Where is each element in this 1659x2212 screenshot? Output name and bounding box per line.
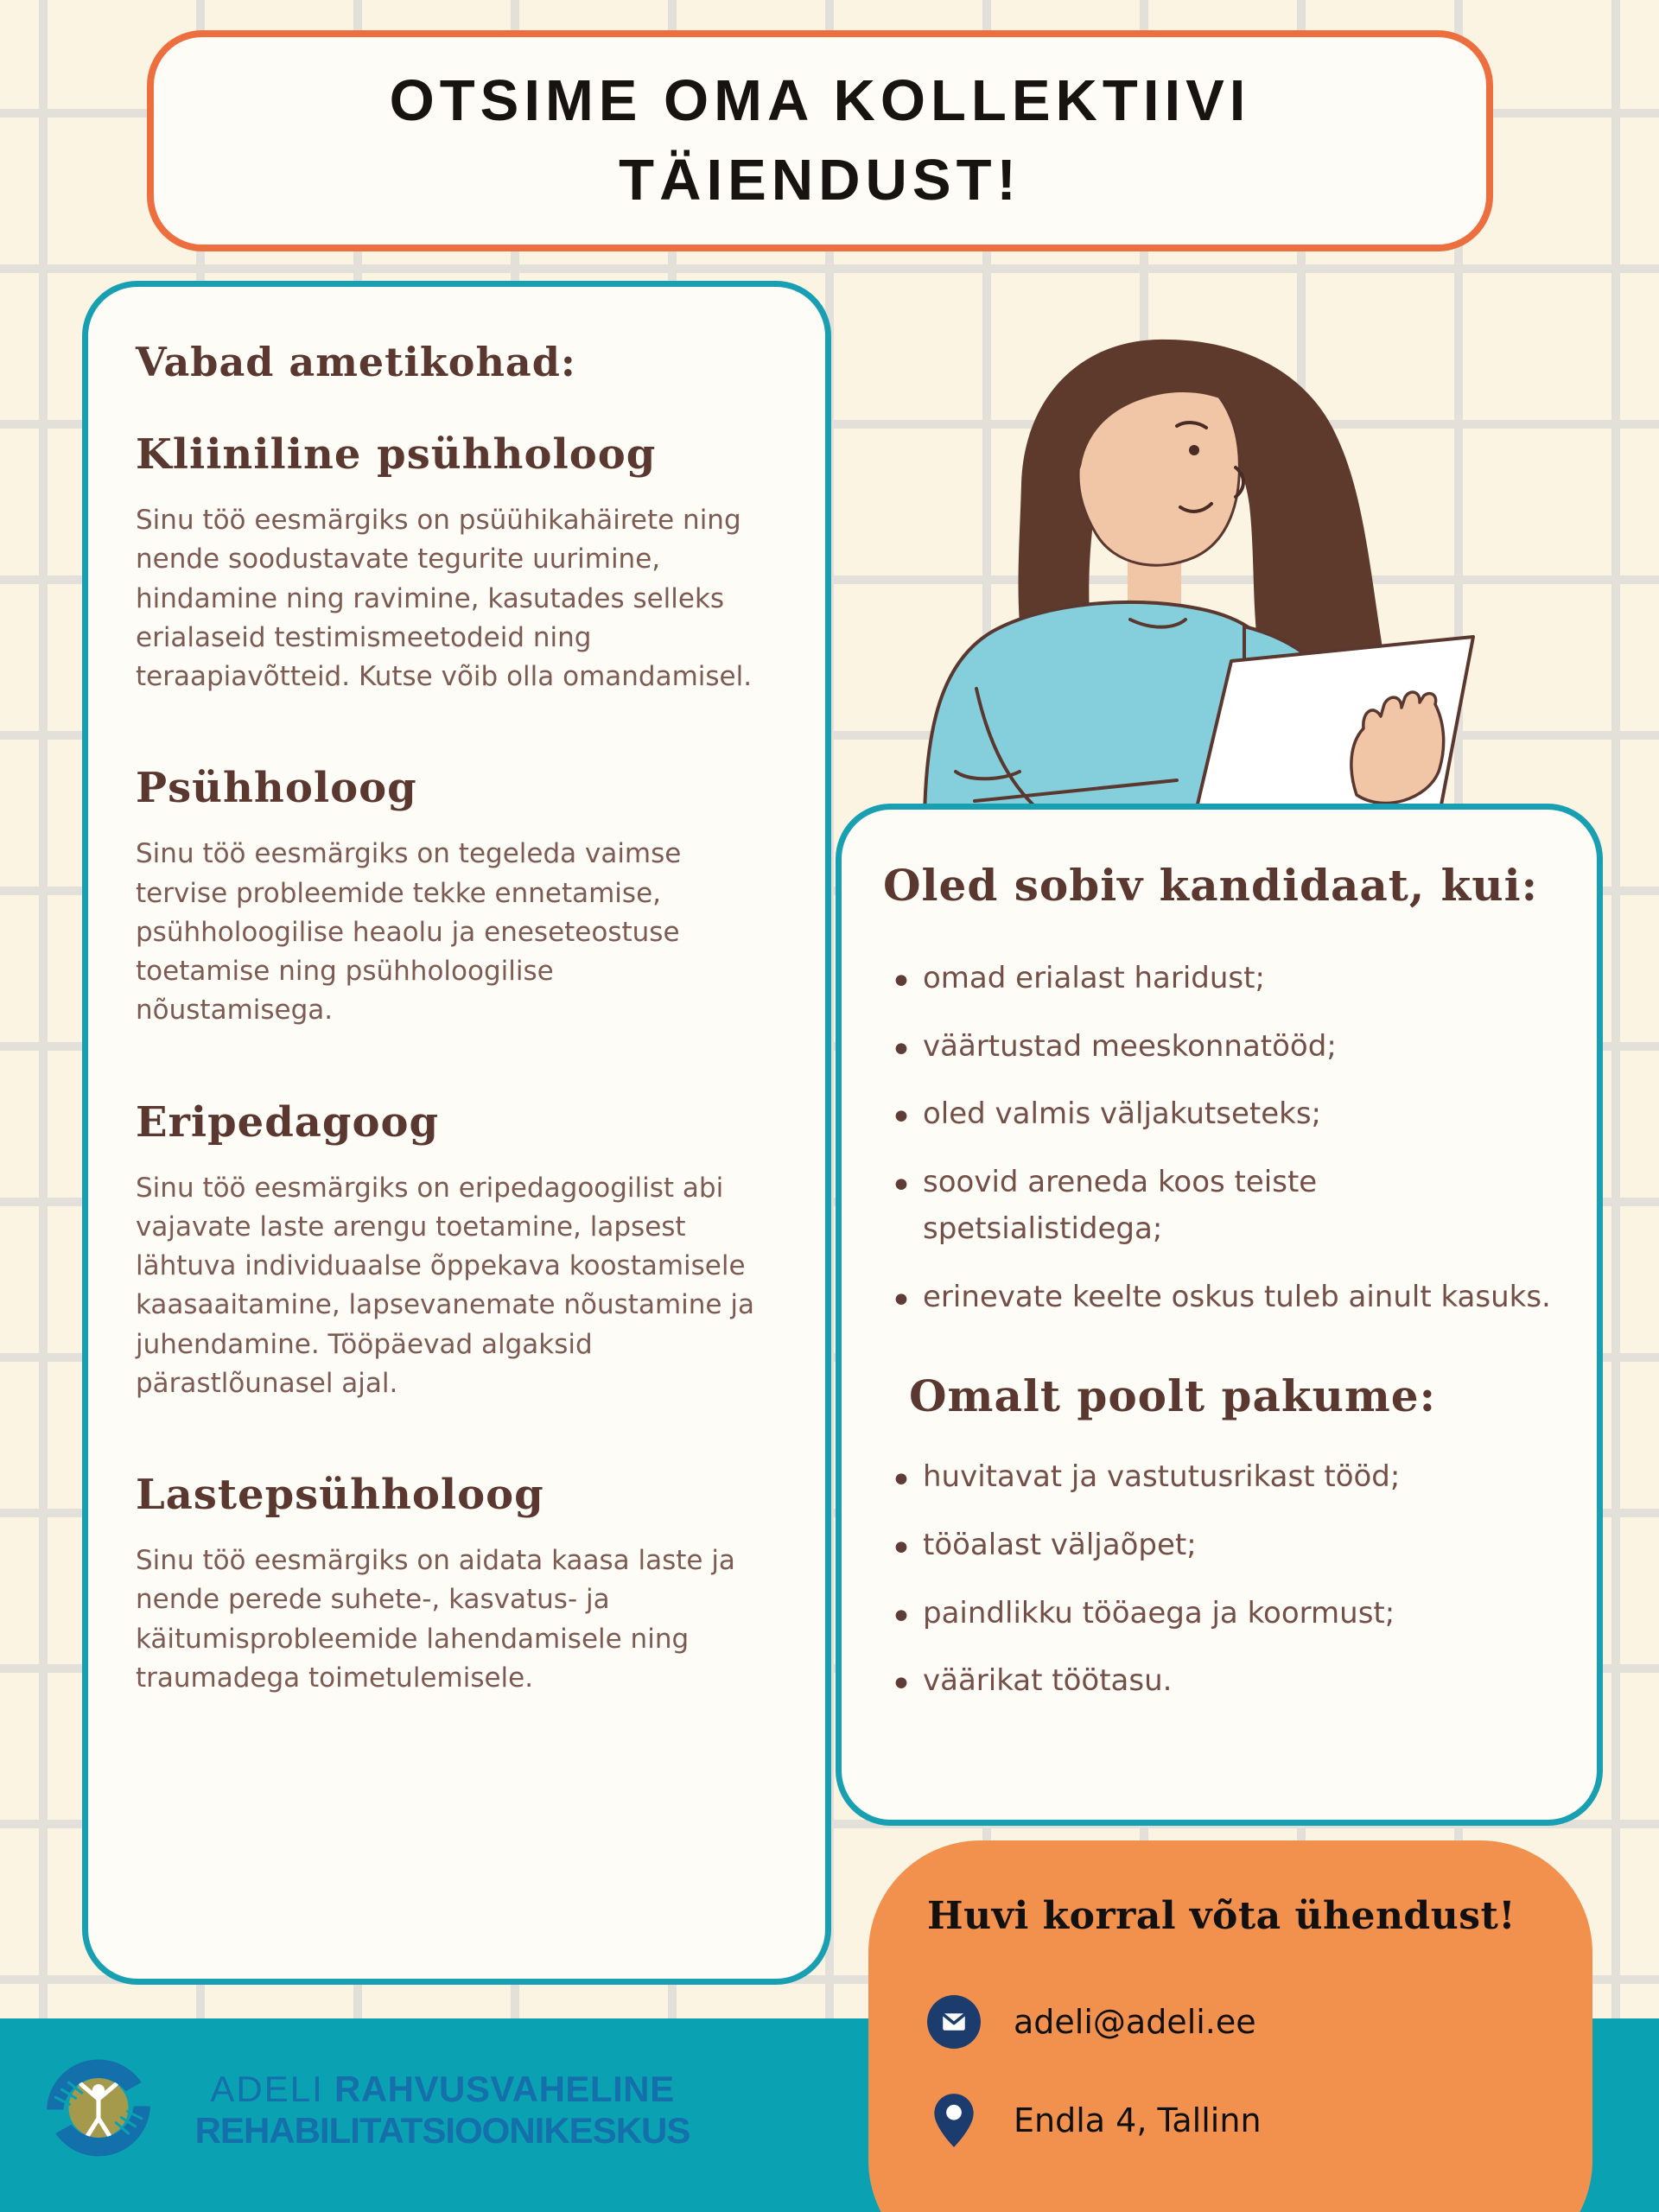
candidate-heading: Oled sobiv kandidaat, kui: bbox=[883, 860, 1539, 911]
logo-brand: ADELI bbox=[210, 2069, 324, 2109]
job-description: Sinu töö eesmärgiks on psüühikahäirete ning nende soodustavate tegurite uurimine, hindamine ning ravimine, kasutades selleks erialaseid testimismeetodeid ning teraapiavõtteid. Kutse võib olla omandamisel. bbox=[136, 505, 753, 692]
job-description: Sinu töö eesmärgiks on tegeleda vaimse tervise probleemide tekke ennetamise, psühholoogilise heaolu ja eneseteostuse toetamise ning psühholoogilise nõustamisega. bbox=[136, 838, 682, 1027]
woman-reading-illustration bbox=[873, 298, 1547, 817]
list-item: • paindlikku tööaega ja koormust; bbox=[883, 1591, 1560, 1637]
logo-line1-bold: RAHVUSVAHELINE bbox=[334, 2069, 675, 2109]
vacancies-heading: Vabad ametikohad: bbox=[136, 339, 576, 385]
list-item: • väärtustad meeskonnatööd; bbox=[883, 1024, 1560, 1071]
list-item: • omad erialast haridust; bbox=[883, 956, 1560, 1002]
poster-title-line1: OTSIME OMA KOLLEKTIIVI bbox=[389, 67, 1251, 133]
logo-text bbox=[166, 2069, 719, 2152]
job-description: Sinu töö eesmärgiks on eripedagoogilist abi vajavate laste arengu toetamine, lapsest lähtuva individuaalse õppekava koostamisele kaasaaitamine, lapsevanemate nõustamine ja juhendamine. Tööpäevad algaksid pärastlõunasel ajal. bbox=[136, 1172, 754, 1399]
offer-heading: Omalt poolt pakume: bbox=[909, 1370, 1437, 1422]
candidate-panel bbox=[836, 804, 1603, 1826]
poster-title-line2: TÄIENDUST! bbox=[619, 148, 1021, 213]
job-eripedagoog bbox=[136, 1098, 782, 1404]
job-kliiniline-psuhholoog bbox=[136, 430, 782, 696]
offer-list bbox=[883, 1454, 1560, 1705]
logo-line-1 bbox=[166, 2069, 719, 2110]
list-item: • soovid areneda koos teiste spetsialistidega; bbox=[883, 1160, 1560, 1252]
job-title: Lastepsühholoog bbox=[136, 1471, 544, 1519]
title-banner bbox=[147, 30, 1493, 251]
contact-box bbox=[868, 1840, 1592, 2212]
contact-address-row bbox=[927, 2092, 1541, 2149]
vacancies-panel bbox=[82, 281, 831, 1985]
location-pin-icon bbox=[927, 2092, 981, 2149]
job-description: Sinu töö eesmärgiks on aidata kaasa laste ja nende perede suhete-, kasvatus- ja käitumisprobleemide lahendamisele ning traumadega toimetulemisele. bbox=[136, 1545, 735, 1694]
job-title: Kliiniline psühholoog bbox=[136, 430, 657, 479]
candidate-list bbox=[883, 956, 1560, 1320]
contact-heading: Huvi korral võta ühendust! bbox=[927, 1894, 1516, 1938]
contact-address: Endla 4, Tallinn bbox=[1014, 2101, 1262, 2139]
job-title: Eripedagoog bbox=[136, 1097, 440, 1147]
job-psuhholoog bbox=[136, 764, 782, 1030]
job-lastepsuhholoog bbox=[136, 1471, 782, 1698]
contact-email-row[interactable] bbox=[927, 1995, 1541, 2049]
list-item: • tööalast väljaõpet; bbox=[883, 1522, 1560, 1569]
adeli-hands-logo-icon bbox=[41, 2053, 156, 2164]
envelope-icon bbox=[927, 1995, 981, 2049]
job-title: Psühholoog bbox=[136, 764, 417, 813]
list-item: • erinevate keelte oskus tuleb ainult kasuks. bbox=[883, 1274, 1560, 1321]
list-item: • huvitavat ja vastutusrikast tööd; bbox=[883, 1454, 1560, 1501]
logo-line-2: REHABILITATSIOONIKESKUS bbox=[194, 2109, 690, 2151]
contact-email[interactable]: adeli@adeli.ee bbox=[1014, 2003, 1256, 2041]
list-item: • oled valmis väljakutseteks; bbox=[883, 1091, 1560, 1138]
list-item: • väärikat töötasu. bbox=[883, 1658, 1560, 1705]
